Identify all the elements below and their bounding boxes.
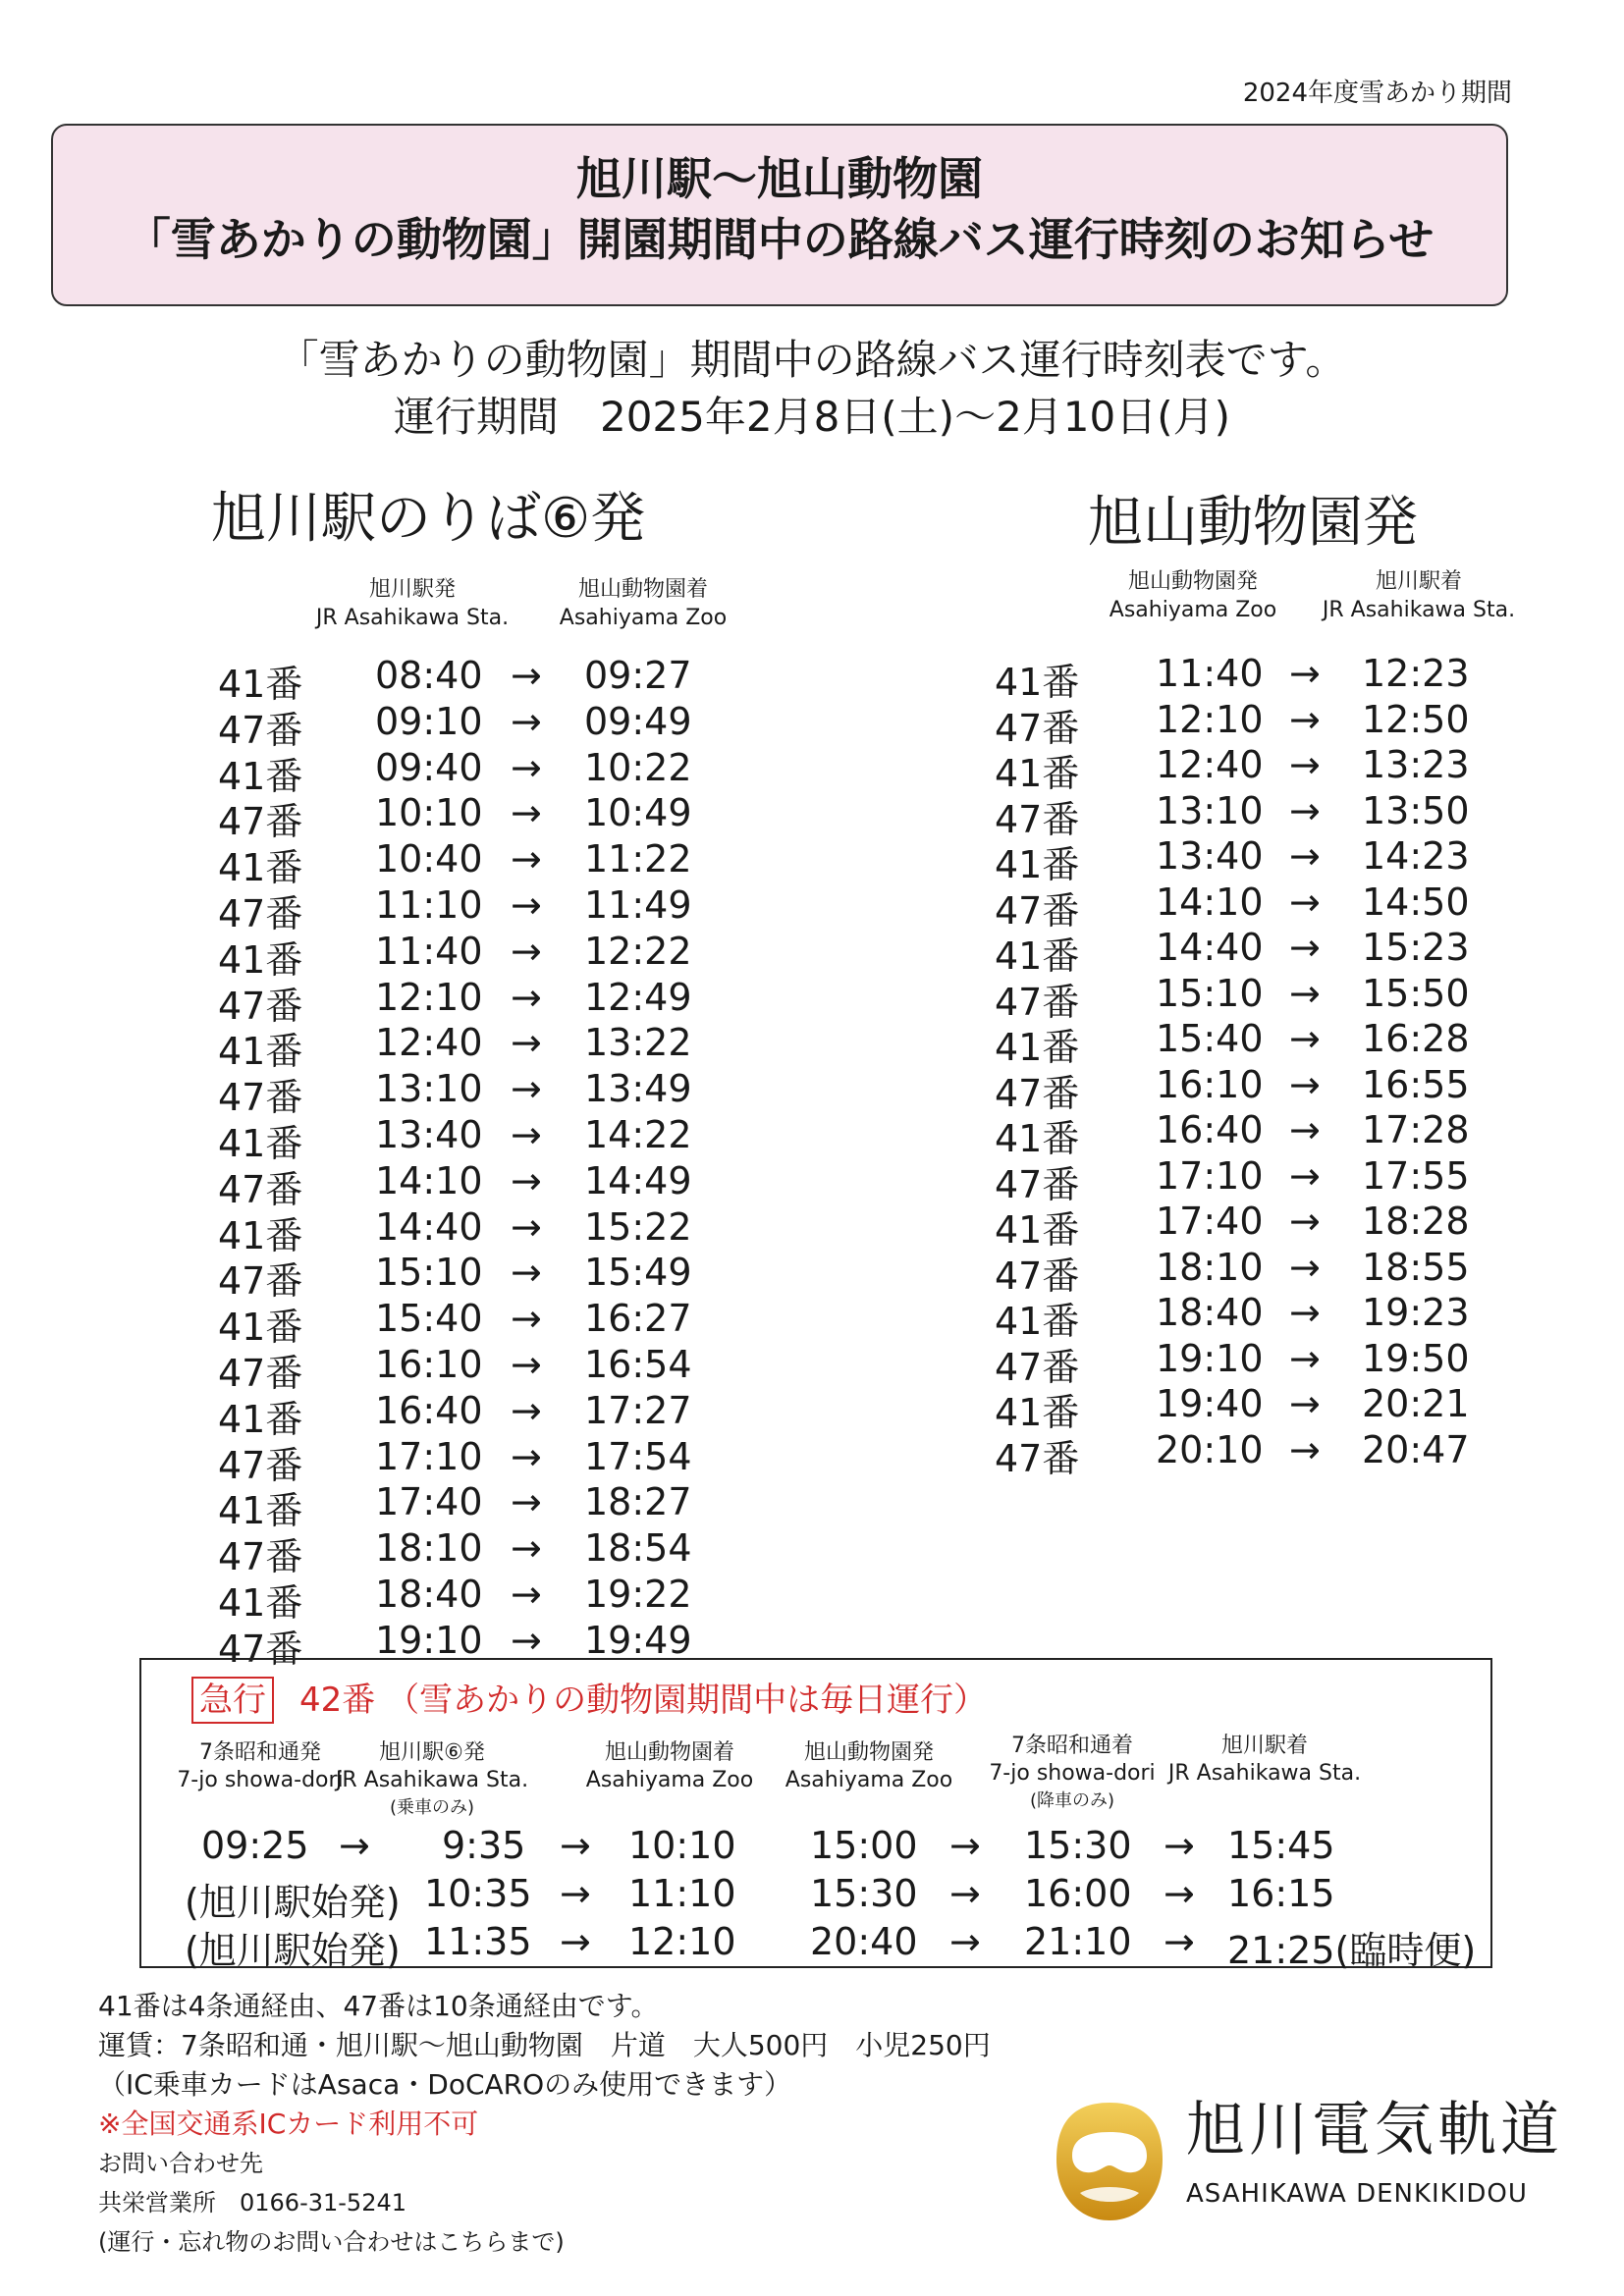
route-number: 41番 [995, 752, 1080, 795]
intro-line-2: 運行期間 2025年2月8日(土)〜2月10日(月) [393, 393, 1231, 441]
right-head-from-en: Asahiyama Zoo [1109, 598, 1277, 622]
express-time: 10:10 [628, 1824, 736, 1867]
route-number: 41番 [995, 661, 1080, 704]
arrive-time: 16:54 [584, 1343, 692, 1386]
depart-time: 16:10 [375, 1343, 483, 1386]
depart-time: 09:40 [375, 745, 483, 789]
arrow: → [511, 837, 542, 881]
arrow: → [1289, 1017, 1321, 1060]
express-header-ja: 7条昭和通着 [1011, 1734, 1133, 1758]
depart-time: 11:40 [375, 929, 483, 973]
route-number: 41番 [995, 1117, 1080, 1160]
arrive-time: 10:22 [584, 745, 692, 789]
route-number: 41番 [218, 754, 303, 798]
arrow: → [949, 1824, 981, 1867]
depart-time: 18:40 [375, 1573, 483, 1616]
arrive-time: 15:23 [1362, 926, 1470, 969]
depart-time: 12:10 [375, 975, 483, 1019]
express-header-ja: 旭山動物園着 [604, 1740, 734, 1765]
right-head-from-ja: 旭山動物園発 [1127, 569, 1258, 594]
arrive-time: 13:22 [584, 1021, 692, 1065]
express-column-header [761, 1739, 977, 1794]
arrow: → [511, 1158, 542, 1202]
depart-time: 10:40 [375, 837, 483, 881]
depart-time: 11:40 [1156, 652, 1264, 695]
arrow: → [1164, 1872, 1195, 1915]
title-line-1: 旭川駅〜旭山動物園 [576, 152, 983, 205]
arrow: → [511, 1434, 542, 1478]
depart-time: 17:10 [1156, 1153, 1264, 1198]
arrow: → [511, 1480, 542, 1524]
express-title: 42番 （雪あかりの動物園期間中は毎日運行） [299, 1681, 988, 1720]
arrow: → [949, 1872, 981, 1915]
route-number: 41番 [218, 1030, 303, 1074]
arrow: → [511, 1343, 542, 1386]
arrow: → [1289, 652, 1321, 695]
depart-time: 18:40 [1156, 1291, 1264, 1334]
arrow: → [949, 1920, 981, 1963]
left-head-from-en: JR Asahikawa Sta. [315, 606, 510, 630]
express-time: (旭川駅始発) [185, 1881, 401, 1924]
depart-time: 13:10 [375, 1067, 483, 1111]
arrow: → [511, 883, 542, 927]
route-number: 47番 [995, 980, 1080, 1024]
express-time: 09:25 [201, 1824, 309, 1867]
arrive-time: 18:54 [584, 1526, 692, 1571]
depart-time: 14:10 [1156, 880, 1264, 924]
arrow: → [511, 1388, 542, 1432]
express-time: 21:10 [1024, 1920, 1132, 1963]
route-number: 41番 [218, 1213, 303, 1257]
route-number: 47番 [995, 1345, 1080, 1389]
left-head-from [304, 575, 520, 632]
route-number: 47番 [218, 984, 303, 1028]
arrow: → [511, 791, 542, 835]
arrive-time: 11:22 [584, 837, 692, 881]
route-number: 47番 [218, 1627, 303, 1671]
route-number: 47番 [995, 1254, 1080, 1298]
arrive-time: 20:47 [1362, 1427, 1470, 1471]
arrive-time: 11:49 [584, 883, 692, 927]
arrive-time: 15:50 [1362, 971, 1470, 1015]
contact-note: (運行・忘れ物のお問い合わせはこちらまで) [98, 2228, 565, 2256]
logo-name-en: ASAHIKAWA DENKIKIDOU [1186, 2179, 1528, 2209]
route-number: 41番 [218, 1397, 303, 1441]
express-column-header [562, 1739, 778, 1794]
arrow: → [511, 1618, 542, 1662]
arrow: → [511, 1297, 542, 1341]
arrive-time: 16:28 [1362, 1017, 1470, 1060]
right-head-to-en: JR Asahikawa Sta. [1322, 598, 1516, 622]
arrow: → [1289, 1336, 1321, 1380]
route-number: 41番 [995, 1208, 1080, 1252]
route-number: 47番 [995, 797, 1080, 841]
express-time: 15:30 [1024, 1824, 1132, 1867]
arrow: → [1289, 743, 1321, 786]
right-head-to-ja: 旭川駅着 [1375, 569, 1462, 594]
express-column-header [964, 1733, 1180, 1815]
fare-note: 運賃：7条昭和通・旭川駅〜旭山動物園 片道 大人500円 小児250円 [98, 2029, 991, 2061]
arrow: → [511, 1067, 542, 1111]
depart-time: 14:40 [375, 1204, 483, 1249]
arrow: → [1289, 971, 1321, 1015]
arrive-time: 17:28 [1362, 1108, 1470, 1151]
depart-time: 16:40 [375, 1388, 483, 1432]
arrow: → [1164, 1920, 1195, 1963]
arrive-time: 19:49 [584, 1618, 692, 1662]
depart-time: 18:10 [1156, 1245, 1264, 1289]
left-head-from-ja: 旭川駅発 [368, 577, 456, 602]
depart-time: 17:10 [375, 1434, 483, 1478]
depart-time: 18:10 [375, 1526, 483, 1571]
express-header-en: Asahiyama Zoo [585, 1768, 754, 1792]
express-time: 11:10 [628, 1872, 736, 1915]
right-head-to [1311, 567, 1527, 624]
route-number: 47番 [218, 1443, 303, 1487]
depart-time: 15:40 [375, 1297, 483, 1341]
arrow: → [339, 1824, 370, 1867]
arrive-time: 14:49 [584, 1158, 692, 1202]
route-number: 47番 [218, 1076, 303, 1120]
express-time: 21:25(臨時便) [1227, 1929, 1477, 1972]
arrive-time: 12:22 [584, 929, 692, 973]
express-header-en: Asahiyama Zoo [785, 1768, 953, 1792]
depart-time: 20:10 [1156, 1427, 1264, 1471]
arrive-time: 17:27 [584, 1388, 692, 1432]
express-time: 15:00 [810, 1824, 918, 1867]
ic-warning: ※全国交通系ICカード利用不可 [98, 2108, 479, 2140]
depart-time: 19:40 [1156, 1382, 1264, 1425]
depart-time: 15:10 [1156, 971, 1264, 1015]
arrow: → [511, 929, 542, 973]
intro-line-1: 「雪あかりの動物園」期間中の路線バス運行時刻表です。 [277, 336, 1347, 384]
arrow: → [1289, 1153, 1321, 1198]
arrive-time: 19:50 [1362, 1336, 1470, 1380]
arrow: → [511, 1021, 542, 1065]
arrow: → [1289, 1382, 1321, 1425]
depart-time: 16:40 [1156, 1108, 1264, 1151]
depart-time: 15:40 [1156, 1017, 1264, 1060]
route-number: 47番 [995, 1436, 1080, 1480]
express-time: 16:00 [1024, 1872, 1132, 1915]
route-number: 41番 [218, 1581, 303, 1625]
arrow: → [560, 1920, 591, 1963]
arrive-time: 13:23 [1362, 743, 1470, 786]
express-tag: 急行 [191, 1677, 274, 1724]
arrow: → [1289, 1291, 1321, 1334]
depart-time: 14:40 [1156, 926, 1264, 969]
period-label: 2024年度雪あかり期間 [1242, 79, 1512, 108]
arrow: → [1289, 1245, 1321, 1289]
depart-time: 10:10 [375, 791, 483, 835]
route-number: 47番 [218, 1259, 303, 1304]
arrive-time: 18:55 [1362, 1245, 1470, 1289]
depart-time: 19:10 [1156, 1336, 1264, 1380]
arrive-time: 17:55 [1362, 1153, 1470, 1198]
route-number: 41番 [995, 843, 1080, 886]
depart-time: 08:40 [375, 654, 483, 697]
arrive-time: 19:22 [584, 1573, 692, 1616]
arrow: → [511, 654, 542, 697]
arrow: → [511, 1204, 542, 1249]
route-note: 41番は4条通経由、47番は10条通経由です。 [98, 1990, 659, 2022]
arrow: → [1289, 697, 1321, 741]
arrive-time: 13:50 [1362, 788, 1470, 832]
express-header-ja: 旭川駅着 [1220, 1734, 1308, 1758]
arrow: → [1164, 1824, 1195, 1867]
depart-time: 12:40 [1156, 743, 1264, 786]
arrow: → [1289, 1427, 1321, 1471]
contact-office: 共栄営業所 0166-31-5241 [98, 2189, 407, 2216]
arrive-time: 19:23 [1362, 1291, 1470, 1334]
asahikawa-denkikidou-logo-icon [1051, 2099, 1168, 2224]
arrow: → [560, 1872, 591, 1915]
route-number: 41番 [995, 934, 1080, 978]
right-head-from [1095, 567, 1291, 624]
arrow: → [1289, 1062, 1321, 1106]
arrive-time: 15:49 [584, 1251, 692, 1295]
express-time: 9:35 [442, 1824, 526, 1867]
left-head-to [545, 575, 741, 632]
route-number: 47番 [995, 706, 1080, 750]
express-time: 11:35 [424, 1920, 532, 1963]
arrow: → [1289, 1200, 1321, 1243]
depart-time: 17:40 [375, 1480, 483, 1524]
route-number: 41番 [218, 1122, 303, 1165]
route-number: 41番 [995, 1391, 1080, 1434]
arrive-time: 14:50 [1362, 880, 1470, 924]
arrive-time: 12:50 [1362, 697, 1470, 741]
express-header-en: JR Asahikawa Sta. [335, 1768, 529, 1792]
arrive-time: 09:27 [584, 654, 692, 697]
arrive-time: 18:28 [1362, 1200, 1470, 1243]
arrive-time: 15:22 [584, 1204, 692, 1249]
arrive-time: 17:54 [584, 1434, 692, 1478]
arrow: → [511, 745, 542, 789]
route-number: 47番 [995, 1071, 1080, 1115]
arrive-time: 18:27 [584, 1480, 692, 1524]
arrow: → [560, 1824, 591, 1867]
title-box [51, 124, 1508, 306]
route-number: 41番 [218, 846, 303, 890]
arrow: → [511, 1526, 542, 1571]
express-header-sub: (降車のみ) [1029, 1790, 1115, 1811]
arrow: → [511, 699, 542, 743]
arrow: → [511, 975, 542, 1019]
route-number: 41番 [995, 1026, 1080, 1069]
depart-time: 17:40 [1156, 1200, 1264, 1243]
logo-name: 旭川電気軌道 [1186, 2096, 1563, 2164]
route-number: 41番 [995, 1300, 1080, 1343]
express-time: 12:10 [628, 1920, 736, 1963]
route-number: 47番 [218, 1167, 303, 1211]
arrow: → [1289, 834, 1321, 878]
route-number: 41番 [218, 1489, 303, 1533]
arrow: → [511, 1251, 542, 1295]
arrive-time: 16:27 [584, 1297, 692, 1341]
arrive-time: 12:23 [1362, 652, 1470, 695]
route-number: 47番 [995, 1162, 1080, 1206]
express-time: 15:30 [810, 1872, 918, 1915]
depart-time: 13:40 [375, 1113, 483, 1156]
express-header-en: 7-jo showa-dori [989, 1761, 1156, 1786]
arrive-time: 16:55 [1362, 1062, 1470, 1106]
express-time: 15:45 [1227, 1824, 1335, 1867]
title-line-2: 「雪あかりの動物園」開園期間中の路線バス運行時刻のお知らせ [125, 213, 1435, 266]
depart-time: 16:10 [1156, 1062, 1264, 1106]
express-time: (旭川駅始発) [185, 1929, 401, 1972]
arrive-time: 14:23 [1362, 834, 1470, 878]
arrive-time: 09:49 [584, 699, 692, 743]
express-header-ja: 旭山動物園発 [803, 1740, 934, 1765]
depart-time: 12:40 [375, 1021, 483, 1065]
express-time: 16:15 [1227, 1872, 1335, 1915]
arrow: → [511, 1573, 542, 1616]
arrive-time: 10:49 [584, 791, 692, 835]
route-number: 47番 [218, 1535, 303, 1579]
express-header-sub: (乗車のみ) [389, 1797, 475, 1818]
route-number: 47番 [218, 800, 303, 844]
express-header-ja: 7条昭和通発 [199, 1740, 321, 1765]
express-header-ja: 旭川駅⑥発 [379, 1740, 485, 1765]
depart-time: 19:10 [375, 1618, 483, 1662]
depart-time: 09:10 [375, 699, 483, 743]
route-number: 41番 [218, 663, 303, 706]
arrow: → [1289, 1108, 1321, 1151]
express-column-header [1157, 1733, 1373, 1788]
express-column-header [324, 1739, 540, 1822]
contact-label: お問い合わせ先 [98, 2150, 263, 2177]
left-head-to-en: Asahiyama Zoo [559, 606, 728, 630]
depart-time: 15:10 [375, 1251, 483, 1295]
depart-time: 13:10 [1156, 788, 1264, 832]
arrive-time: 20:21 [1362, 1382, 1470, 1425]
express-header-en: JR Asahikawa Sta. [1167, 1761, 1362, 1786]
left-section-title: 旭川駅のりば⑥発 [211, 487, 646, 551]
route-number: 47番 [218, 1352, 303, 1395]
right-section-title: 旭山動物園発 [1088, 491, 1418, 555]
route-number: 41番 [218, 937, 303, 982]
arrow: → [511, 1113, 542, 1156]
route-number: 47番 [995, 888, 1080, 933]
depart-time: 12:10 [1156, 697, 1264, 741]
express-header-en: 7-jo showa-dori [177, 1768, 344, 1792]
arrow: → [1289, 788, 1321, 832]
ic-note: （IC乗車カードはAsaca・DoCAROのみ使用できます） [98, 2068, 792, 2101]
left-head-to-ja: 旭山動物園着 [577, 577, 708, 602]
express-time: 10:35 [424, 1872, 532, 1915]
arrow: → [1289, 880, 1321, 924]
route-number: 47番 [218, 708, 303, 752]
depart-time: 13:40 [1156, 834, 1264, 878]
express-time: 20:40 [810, 1920, 918, 1963]
arrive-time: 13:49 [584, 1067, 692, 1111]
arrive-time: 12:49 [584, 975, 692, 1019]
arrive-time: 14:22 [584, 1113, 692, 1156]
arrow: → [1289, 926, 1321, 969]
route-number: 47番 [218, 892, 303, 935]
route-number: 41番 [218, 1306, 303, 1350]
depart-time: 14:10 [375, 1158, 483, 1202]
depart-time: 11:10 [375, 883, 483, 927]
